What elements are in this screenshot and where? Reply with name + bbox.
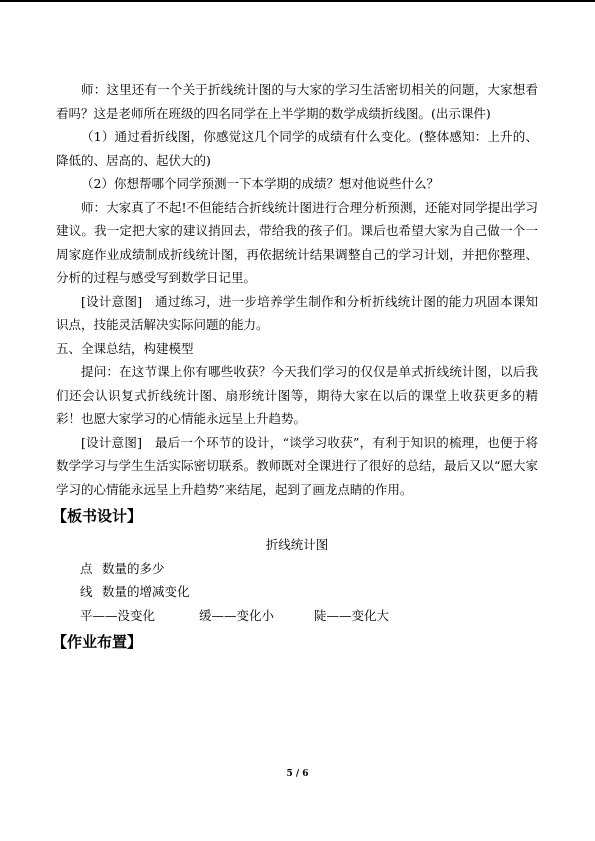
board-slope-line — [56, 604, 538, 628]
board-gentle: 缓——变化小 — [199, 607, 275, 623]
homework-heading: 【作业布置】 — [52, 633, 143, 651]
board-line-text: 数量的增减变化 — [102, 584, 190, 599]
board-steep: 陡——变化大 — [314, 607, 390, 623]
paragraph-teacher-question: 师：这里还有一个关于折线统计图的与大家的学习生活密切相关的问题，大家想看看吗？这是老师所在班级的四名同学在上半学期的数学成绩折线图。(出示课件) — [56, 82, 538, 121]
paragraph-design-intent-1: [设计意图] 通过练习，进一步培养学生制作和分析折线统计图的能力巩固本课知识点，技能灵活解决实际问题的能力。 — [56, 293, 538, 332]
board-point-text: 数量的多少 — [102, 560, 165, 576]
document-body — [52, 78, 538, 655]
paragraph-summary-question: 提问：在这节课上你有哪些收获？今天我们学习的仅仅是单式折线统计图，以后我们还会认识复式折线统计图、扇形统计图等，期待大家在以后的课堂上收获更多的精彩！也愿大家学习的心情能永远呈上升趋势。 — [56, 364, 538, 426]
paragraph-teacher-praise: 师：大家真了不起!不但能结合折线统计图进行合理分析预测，还能对同学提出学习建议。我一定把大家的建议捎回去，带给我的孩子们。课后也希望大家为自己做一个一周家庭作业成绩制成折线统计图，再依据统计结果调整自己的学习计划，并把你整理、分析的过程与感受写到数学日记里。 — [56, 199, 538, 285]
paragraph-question-2: （2）你想帮哪个同学预测一下本学期的成绩？想对他说些什么？ — [81, 176, 439, 191]
board-point-line — [56, 557, 538, 581]
top-rule — [0, 0, 595, 2]
board-point-label: 点 — [80, 560, 93, 576]
board-title: 折线统计图 — [265, 537, 329, 552]
paragraph-question-1: （1）通过看折线图，你感觉这几个同学的成绩有什么变化。(整体感知：上升的、降低的、居高的、起伏大的) — [56, 129, 538, 168]
paragraph-design-intent-2: [设计意图] 最后一个环节的设计，“谈学习收获”，有利于知识的梳理，也便于将数学学习与学生生活实际密切联系。教师既对全课进行了很好的总结，最后又以“愿大家学习的心情能永远呈上升趋势”来结尾，起到了画龙点睛的作用。 — [56, 434, 538, 497]
board-line-line — [56, 580, 538, 604]
board-design-heading: 【板书设计】 — [52, 507, 143, 525]
board-flat: 平——没变化 — [80, 607, 156, 623]
board-line-label: 线 — [80, 584, 93, 599]
page-number: 5 / 6 — [286, 769, 309, 779]
section-title-summary: 五、全课总结，构建模型 — [56, 340, 194, 356]
